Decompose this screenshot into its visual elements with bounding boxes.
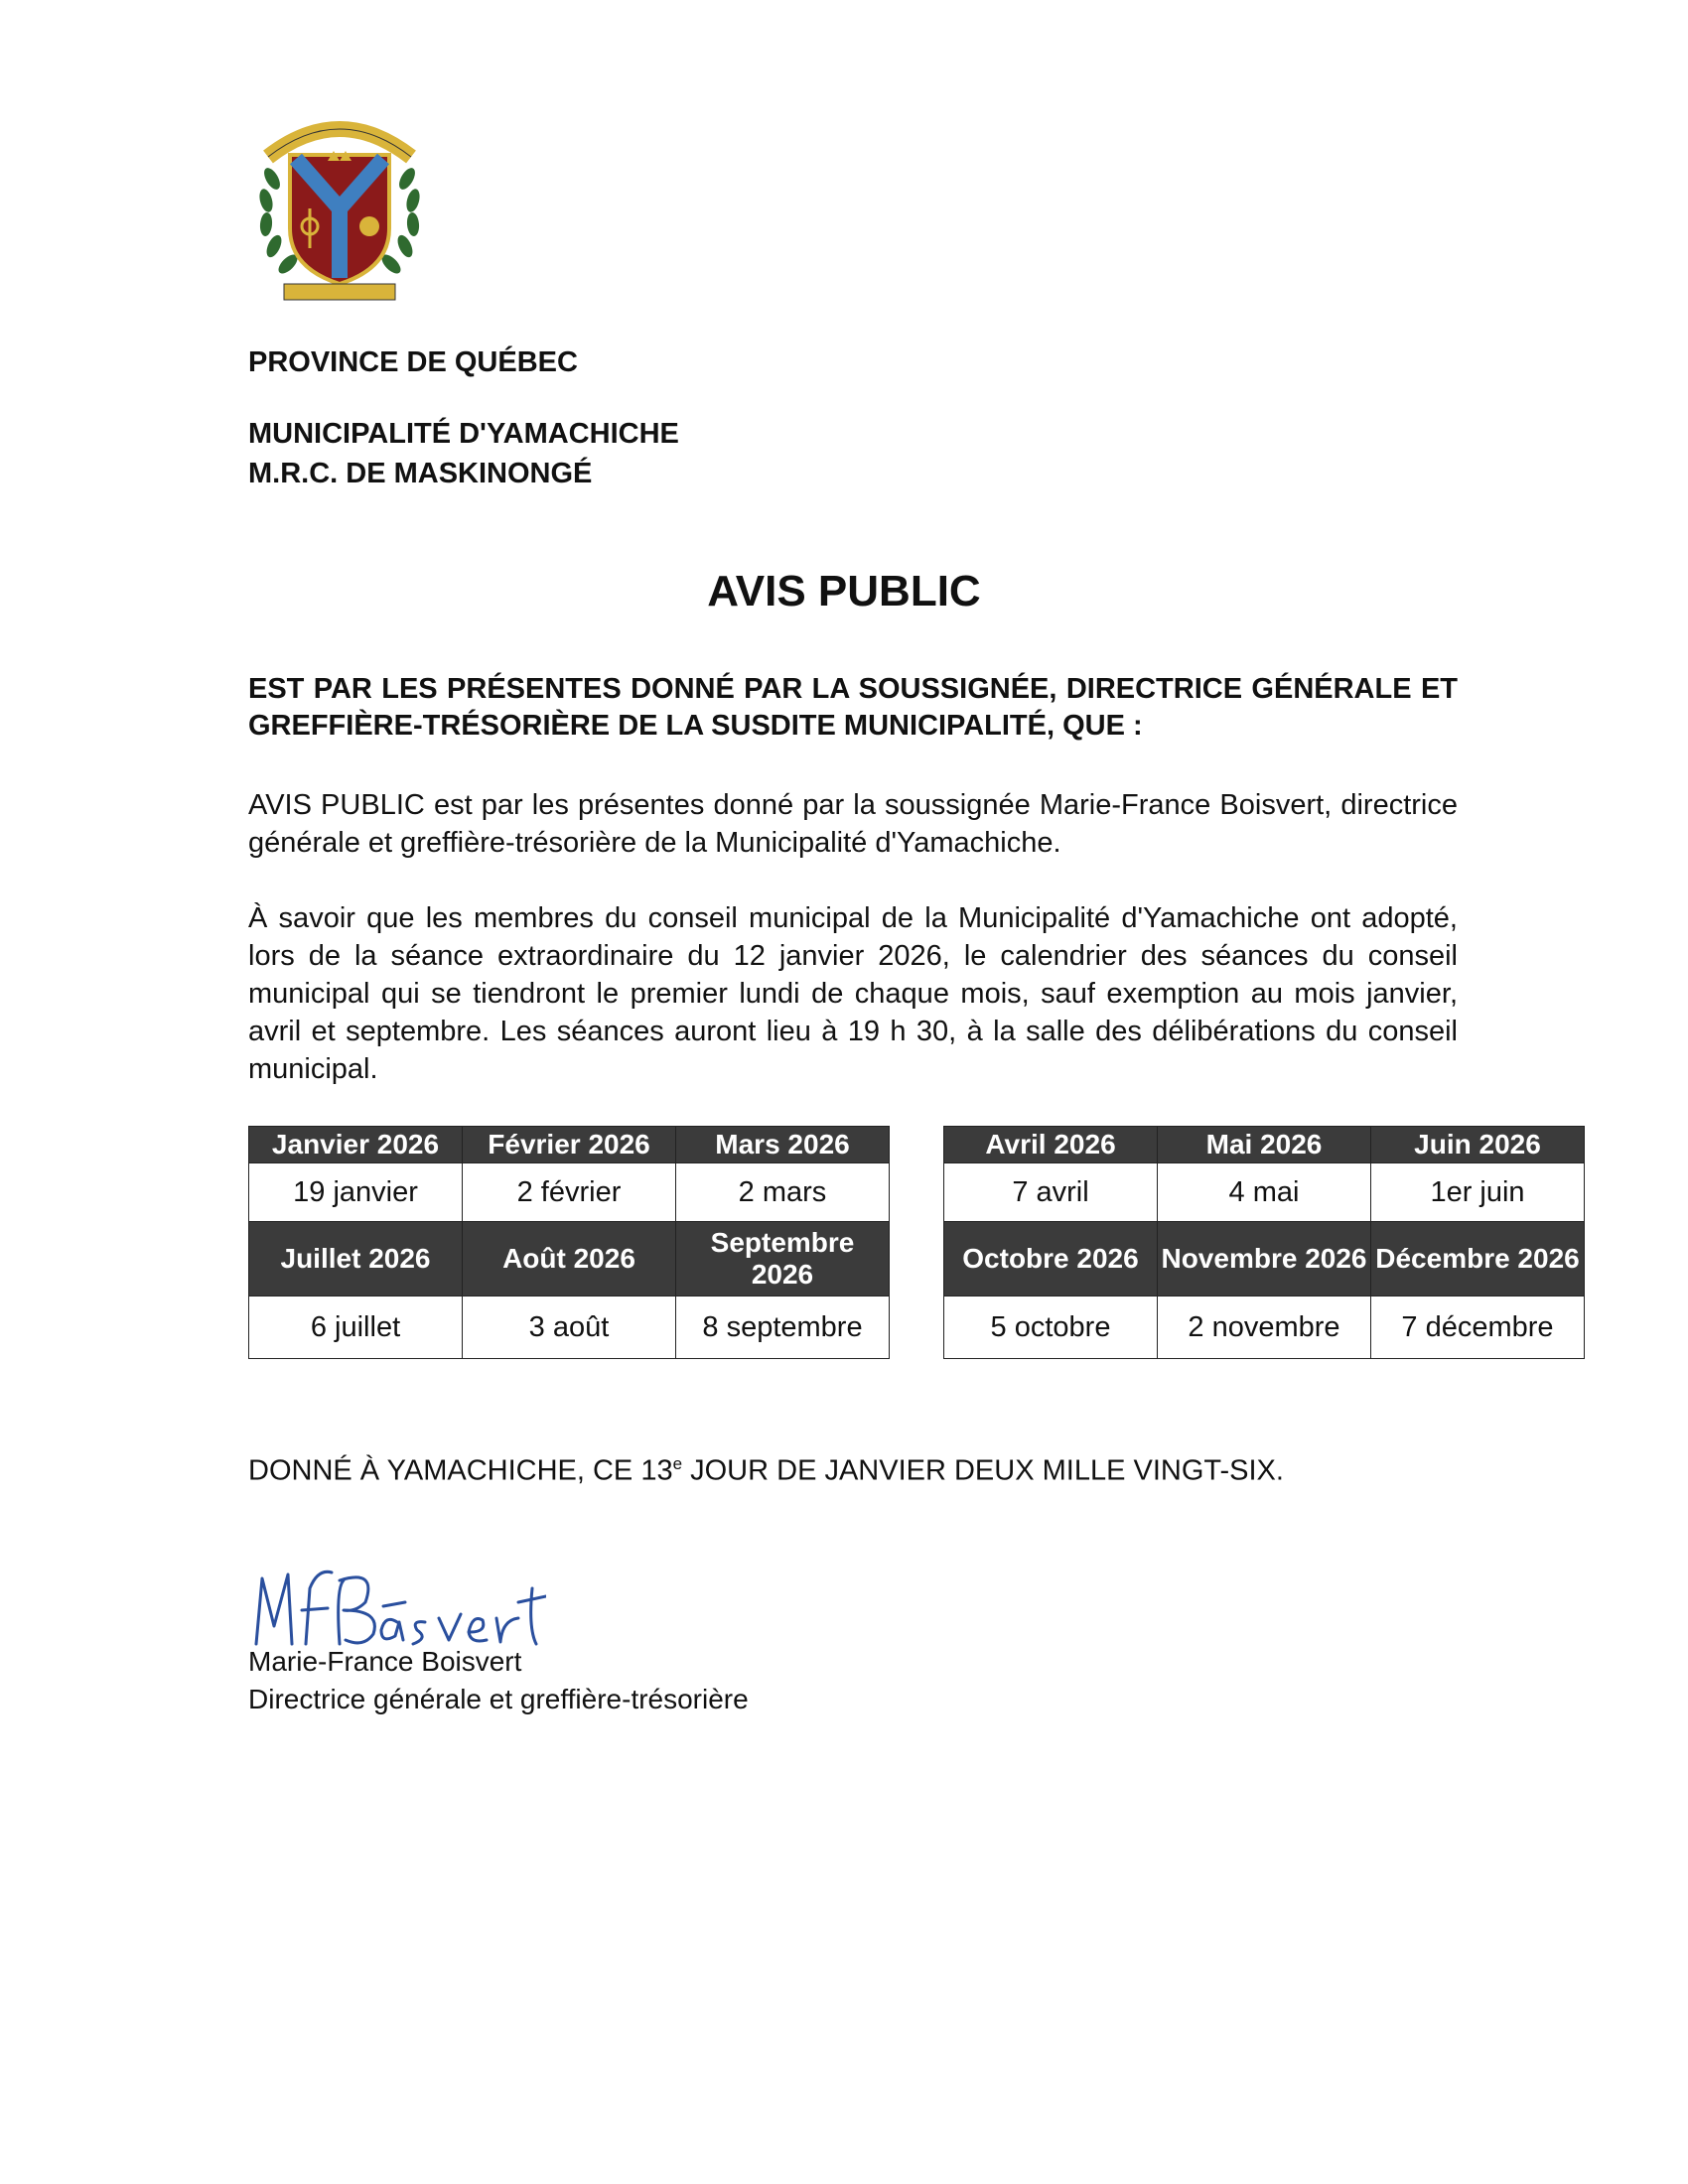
meeting-date: 4 mai <box>1158 1163 1371 1222</box>
intro-statement: EST PAR LES PRÉSENTES DONNÉ PAR LA SOUSSIGNÉE, DIRECTRICE GÉNÉRALE ET GREFFIÈRE-TRÉSORIÈRE DE LA SUSDITE MUNICIPALITÉ, QUE : <box>248 673 1458 742</box>
notice-paragraph-2: À savoir que les membres du conseil municipal de la Municipalité d'Yamachiche ont adopté, lors de la séance extraordinaire du 12 janvier 2026, le calendrier des séances du conseil municipal qui se tiendront le premier lundi de chaque mois, sauf exemption au mois janvier, avril et septembre. Les séances auront lieu à 19 h 30, à la salle des délibérations du conseil municipal. <box>248 902 1458 1085</box>
meeting-date: 8 septembre <box>676 1297 890 1359</box>
meeting-date: 7 décembre <box>1371 1297 1585 1359</box>
municipality-heading: MUNICIPALITÉ D'YAMACHICHE <box>248 418 679 450</box>
mrc-heading: M.R.C. DE MASKINONGÉ <box>248 458 593 489</box>
month-header: Septembre 2026 <box>676 1222 890 1297</box>
handwritten-signature <box>248 1549 546 1658</box>
month-header: Mars 2026 <box>676 1127 890 1163</box>
month-header: Avril 2026 <box>944 1127 1158 1163</box>
month-header: Juin 2026 <box>1371 1127 1585 1163</box>
notice-title: AVIS PUBLIC <box>707 567 981 615</box>
given-text-after: JOUR DE JANVIER DEUX MILLE VINGT-SIX. <box>682 1454 1284 1487</box>
meeting-date: 19 janvier <box>249 1163 463 1222</box>
month-header: Octobre 2026 <box>944 1222 1158 1297</box>
meeting-date: 1er juin <box>1371 1163 1585 1222</box>
notice-paragraph-1: AVIS PUBLIC est par les présentes donné par la soussignée Marie-France Boisvert, directrice générale et greffière-trésorière de la Municipalité d'Yamachiche. <box>248 789 1458 859</box>
calendar-table-right <box>943 1126 1585 1359</box>
meeting-date: 2 février <box>463 1163 676 1222</box>
meeting-date: 6 juillet <box>249 1297 463 1359</box>
meeting-date: 5 octobre <box>944 1297 1158 1359</box>
signer-title: Directrice générale et greffière-trésorière <box>248 1684 749 1714</box>
meeting-date: 7 avril <box>944 1163 1158 1222</box>
given-at-statement <box>248 1445 1284 1490</box>
given-text-before: DONNÉ À YAMACHICHE, CE 13 <box>248 1454 673 1487</box>
given-ordinal-suffix: e <box>672 1454 683 1473</box>
meeting-date: 3 août <box>463 1297 676 1359</box>
meeting-date: 2 novembre <box>1158 1297 1371 1359</box>
municipal-crest-logo <box>250 109 429 308</box>
month-header: Juillet 2026 <box>249 1222 463 1297</box>
month-header: Février 2026 <box>463 1127 676 1163</box>
month-header: Janvier 2026 <box>249 1127 463 1163</box>
month-header: Décembre 2026 <box>1371 1222 1585 1297</box>
signer-name: Marie-France Boisvert <box>248 1646 522 1677</box>
calendar-table-left <box>248 1126 890 1359</box>
province-heading: PROVINCE DE QUÉBEC <box>248 346 578 378</box>
month-header: Août 2026 <box>463 1222 676 1297</box>
month-header: Novembre 2026 <box>1158 1222 1371 1297</box>
meeting-date: 2 mars <box>676 1163 890 1222</box>
month-header: Mai 2026 <box>1158 1127 1371 1163</box>
